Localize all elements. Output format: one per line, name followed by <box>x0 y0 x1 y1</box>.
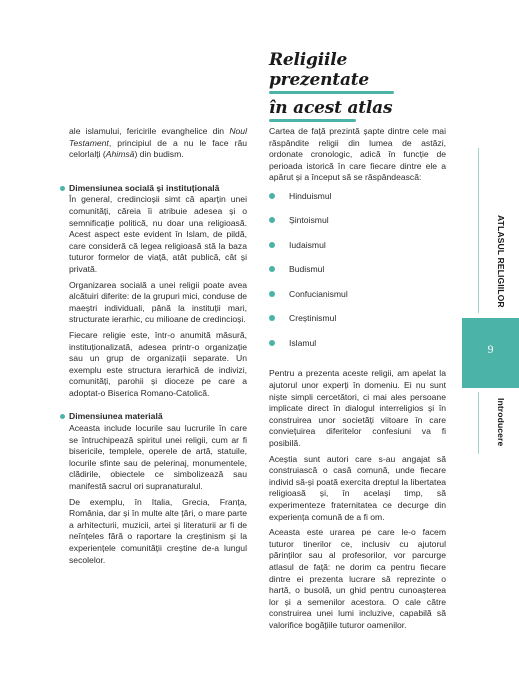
page-number: 9 <box>487 345 494 356</box>
section-bullet-icon <box>60 414 65 419</box>
left-column <box>69 126 247 566</box>
bullet-icon <box>269 291 275 297</box>
bullet-icon <box>269 242 275 248</box>
book-title-label: ATLASUL RELIGIILOR <box>496 215 506 308</box>
section-bullet-icon <box>60 186 65 191</box>
bullet-icon <box>269 340 275 346</box>
list-item: Budismul <box>269 264 446 289</box>
paragraph: De exemplu, în Italia, Grecia, Franța, România, dar și în multe alte țări, o mare parte a arhitecturii, muzicii, artei și literaturii ar fi de neînțeles fără o raportare la creștinism și la experiențele comunității creștine de-a lungul secolelor. <box>69 496 247 565</box>
title-underline-2 <box>269 119 356 122</box>
bullet-icon <box>269 266 275 272</box>
page-number-tab <box>462 318 519 388</box>
list-item: Iudaismul <box>269 240 446 265</box>
list-item: Șintoismul <box>269 215 446 240</box>
right-column <box>269 126 446 632</box>
side-divider <box>478 148 479 313</box>
list-item: Islamul <box>269 338 446 363</box>
religion-list <box>269 191 446 363</box>
list-item: Creștinismul <box>269 313 446 338</box>
title-underline-1 <box>269 91 394 94</box>
paragraph: Aceștia sunt autori care s-au angajat să construiască o casă comună, unde fiecare individ să-și poată exercita dreptul la libertatea religioasă și, în același timp, să experimenteze fraternitatea ce decurge din experiența comună de a fi om. <box>269 453 446 522</box>
paragraph: Pentru a prezenta aceste religii, am apelat la ajutorul unor experți în domeniu. Ei nu sunt niște simpli cercetători, ci mai ales persoane implicate direct în dialogul interreligios și în construirea unor societăți viitoare în care conviețuirea diferitelor confesiuni va fi posibilă. <box>269 368 446 449</box>
paragraph: Fiecare religie este, într-o anumită măsură, instituționalizată, adesea printr-o organizație sau un grup de organizații separate. Un exemplu este structura ierarhică de indivizi, comunități, parohii și dioceze pe care a adoptat-o Biserica Romano-Catolică. <box>69 329 247 398</box>
bullet-icon <box>269 193 275 199</box>
side-divider <box>478 392 479 454</box>
chapter-label: Introducere <box>496 398 506 447</box>
title-line-2: în acest atlas <box>269 98 393 118</box>
paragraph: Aceasta include locurile sau lucrurile în care se întruchipează spiritul unei religii, cum ar fi bisericile, templele, operele de artă, statuile, locurile sfinte sau de pelerinaj, monumentele, clădirile, obiectele ce simbolizează sau manifestă sacrul ori supranaturalul. <box>69 423 247 492</box>
paragraph: Cartea de față prezintă șapte dintre cele mai răspândite religii din lumea de astăzi, ordonate cronologic, adică în funcție de perioada istorică în care fiecare dintre ele a apărut și a început să se răspândească: <box>269 126 446 183</box>
section-heading-social: Dimensiunea socială și instituțională <box>69 183 247 195</box>
bullet-icon <box>269 217 275 223</box>
bullet-icon <box>269 315 275 321</box>
page-title <box>269 50 439 126</box>
paragraph: Aceasta este urarea pe care le-o facem tuturor tinerilor ce, inclusiv cu ajutorul părinților sau al profesorilor, vor parcurge atlasul de față: ne dorim ca pentru fiecare dintre ei prezenta lucrare să reprezinte o hartă, o busolă, un ghid pentru cunoașterea lor și a semenilor acestora. O cale către construirea unei lumi incluzive, capabilă să valorifice bogățiile tuturor oamenilor. <box>269 527 446 630</box>
paragraph: În general, credincioșii simt că aparțin unei comunități, căreia îi atribuie adesea și o semnificație politică, nu doar una religioasă. Acest aspect este evident în Islam, de pildă, care consideră că legea religioasă stă la baza tuturor formelor de viață, atât publică, cât și privată. <box>69 194 247 274</box>
section-heading-material: Dimensiunea materială <box>69 411 247 423</box>
intro-continuation: ale islamului, fericirile evanghelice din Noul Testament, principiul de a nu le face rău celorlalți (Ahimsā) din budism. <box>69 126 247 160</box>
title-line-1: Religiile prezentate <box>269 50 370 90</box>
list-item: Hinduismul <box>269 191 446 216</box>
list-item: Confucianismul <box>269 289 446 314</box>
paragraph: Organizarea socială a unei religii poate avea alcătuiri diferite: de la grupuri mici, conduse de maeștri individuali, până la instituții mari, structurate ierarhic, cu milioane de credincioși. <box>69 279 247 325</box>
